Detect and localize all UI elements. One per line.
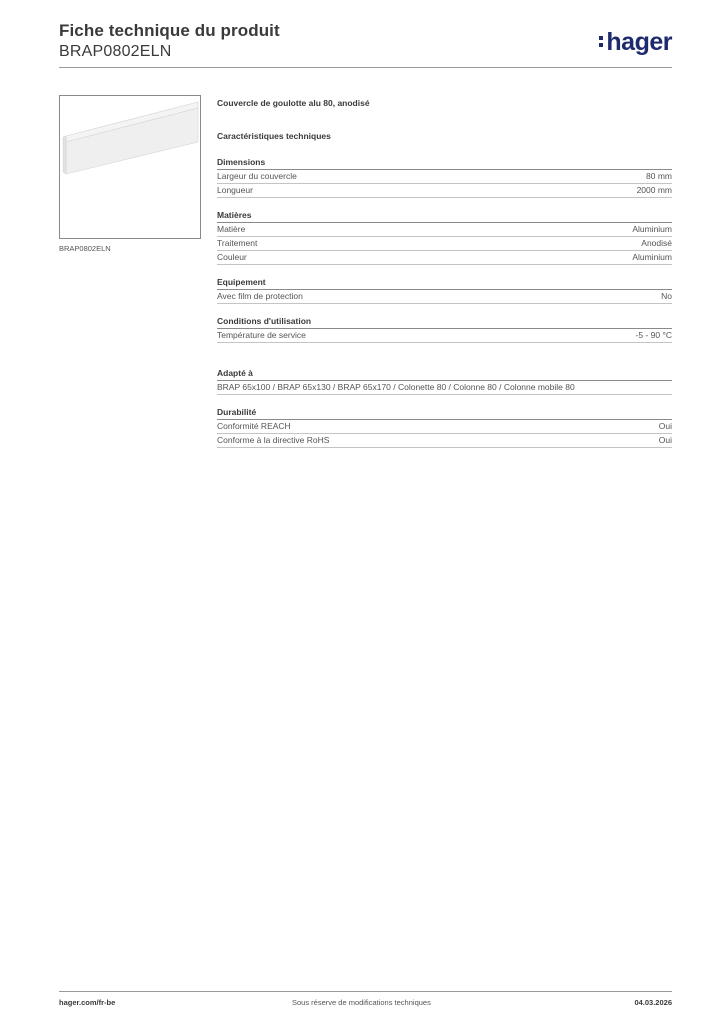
product-reference: BRAP0802ELN [59, 43, 172, 60]
spec-value: 80 mm [646, 171, 672, 181]
spec-value: Anodisé [641, 238, 672, 248]
tech-specs-title: Caractéristiques techniques [217, 131, 331, 141]
spec-label: Longueur [217, 185, 253, 195]
product-name: Couvercle de goulotte alu 80, anodisé [217, 98, 370, 108]
footer-date: 04.03.2026 [634, 998, 672, 1007]
spec-row [217, 184, 672, 198]
spec-label: Traitement [217, 238, 258, 248]
spec-value: No [661, 291, 672, 301]
spec-label: Conforme à la directive RoHS [217, 435, 330, 445]
section-conditions [217, 315, 672, 343]
section-title: Matières [217, 209, 672, 223]
product-image [59, 95, 201, 239]
header-divider [59, 67, 672, 68]
spec-row [217, 381, 672, 395]
spec-value: -5 - 90 °C [635, 330, 672, 340]
spec-label: Matière [217, 224, 246, 234]
spec-label: Température de service [217, 330, 306, 340]
hager-logo [599, 29, 672, 55]
document-title: Fiche technique du produit [59, 21, 280, 40]
spec-row [217, 420, 672, 434]
footer-divider [59, 991, 672, 992]
spec-label: BRAP 65x100 / BRAP 65x130 / BRAP 65x170 / Colonette 80 / Colonne 80 / Colonne mobile 80 [217, 382, 575, 392]
logo-colon-icon [599, 29, 605, 49]
spec-content [217, 97, 672, 448]
footer-notice: Sous réserve de modifications techniques [292, 998, 431, 1007]
spec-label: Largeur du couvercle [217, 171, 297, 181]
section-title: Durabilité [217, 406, 672, 420]
section-dimensions [217, 156, 672, 198]
spec-row [217, 237, 672, 251]
spec-row [217, 251, 672, 265]
spec-row [217, 434, 672, 448]
spec-value: Aluminium [632, 252, 672, 262]
spec-value: Oui [658, 435, 672, 445]
section-title: Adapté à [217, 367, 672, 381]
spec-value: 2000 mm [636, 185, 672, 195]
spec-row [217, 329, 672, 343]
section-equipment [217, 276, 672, 304]
spec-row [217, 290, 672, 304]
spec-label: Conformité REACH [217, 421, 291, 431]
spec-value: Oui [658, 421, 672, 431]
section-title: Conditions d'utilisation [217, 315, 672, 329]
footer-website-link[interactable]: hager.com/fr-be [59, 998, 116, 1007]
section-title: Equipement [217, 276, 672, 290]
section-sustainability [217, 406, 672, 448]
spec-row [217, 170, 672, 184]
section-compatible [217, 367, 672, 395]
section-title: Dimensions [217, 156, 672, 170]
logo-text: hager [606, 28, 672, 56]
cover-profile-illustration [60, 96, 200, 238]
spec-label: Avec film de protection [217, 291, 303, 301]
spec-label: Couleur [217, 252, 247, 262]
page-header [59, 20, 280, 62]
spec-value: Aluminium [632, 224, 672, 234]
section-materials [217, 209, 672, 265]
spec-row [217, 223, 672, 237]
image-caption: BRAP0802ELN [59, 244, 111, 253]
